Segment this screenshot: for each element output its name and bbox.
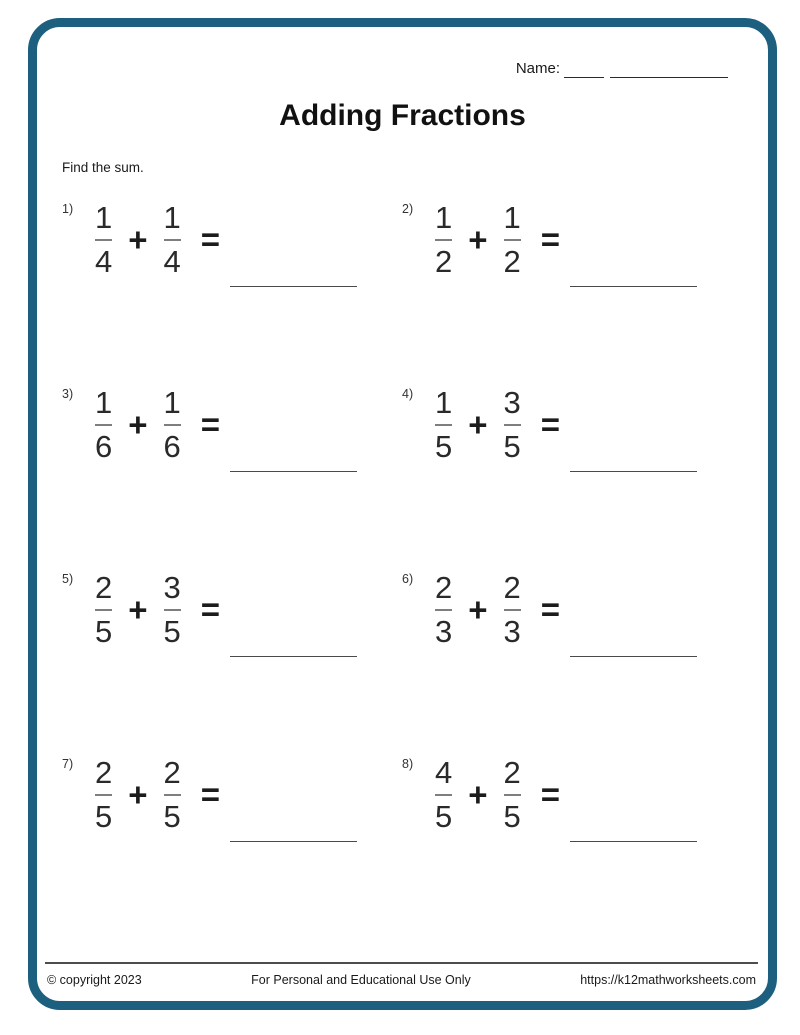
equals-sign: = <box>540 221 561 258</box>
answer-blank <box>570 286 697 287</box>
answer-blank <box>230 471 357 472</box>
problem-number: 4) <box>402 387 414 401</box>
numerator: 1 <box>95 385 113 420</box>
problems-grid <box>62 200 742 940</box>
numerator: 2 <box>163 755 181 790</box>
numerator: 2 <box>503 755 521 790</box>
fraction-second <box>157 200 188 280</box>
name-blank-line <box>610 61 728 78</box>
fraction-bar <box>164 794 181 796</box>
expression <box>428 385 697 465</box>
problem-number: 6) <box>402 572 414 586</box>
denominator: 2 <box>503 244 521 279</box>
denominator: 6 <box>163 429 181 464</box>
fraction-bar <box>95 609 112 611</box>
fraction-bar <box>504 239 521 241</box>
expression <box>88 200 357 280</box>
problem-4 <box>402 385 742 570</box>
numerator: 1 <box>163 200 181 235</box>
equals-sign: = <box>200 591 221 628</box>
numerator: 2 <box>503 570 521 605</box>
fraction-first <box>88 385 119 465</box>
numerator: 2 <box>435 570 453 605</box>
numerator: 1 <box>435 385 453 420</box>
fraction-bar <box>95 794 112 796</box>
problem-3 <box>62 385 402 570</box>
fraction-bar <box>164 424 181 426</box>
denominator: 2 <box>435 244 453 279</box>
fraction-second <box>157 755 188 835</box>
denominator: 5 <box>435 429 453 464</box>
name-label: Name: <box>515 60 560 77</box>
page-title: Adding Fractions <box>279 99 526 132</box>
problem-number: 3) <box>62 387 74 401</box>
name-field <box>516 60 728 78</box>
expression <box>428 570 697 650</box>
equals-sign: = <box>200 406 221 443</box>
fraction-second <box>157 570 188 650</box>
problem-number: 7) <box>62 757 74 771</box>
denominator: 5 <box>163 799 181 834</box>
fraction-bar <box>164 239 181 241</box>
equals-sign: = <box>540 406 561 443</box>
fraction-first <box>88 570 119 650</box>
numerator: 2 <box>95 570 113 605</box>
problem-number: 5) <box>62 572 74 586</box>
denominator: 3 <box>435 614 453 649</box>
copyright-text: © copyright 2023 <box>47 973 142 987</box>
denominator: 5 <box>503 799 521 834</box>
denominator: 5 <box>95 614 113 649</box>
denominator: 5 <box>503 429 521 464</box>
plus-sign: + <box>468 221 488 258</box>
answer-blank <box>230 656 357 657</box>
problem-7 <box>62 755 402 940</box>
numerator: 4 <box>435 755 453 790</box>
fraction-first <box>88 200 119 280</box>
fraction-second <box>157 385 188 465</box>
instruction-text: Find the sum. <box>62 160 144 175</box>
expression <box>428 200 697 280</box>
expression <box>88 755 357 835</box>
numerator: 3 <box>163 570 181 605</box>
problem-2 <box>402 200 742 385</box>
answer-blank <box>570 471 697 472</box>
plus-sign: + <box>468 591 488 628</box>
problem-6 <box>402 570 742 755</box>
plus-sign: + <box>468 776 488 813</box>
numerator: 1 <box>163 385 181 420</box>
footer <box>45 962 758 987</box>
denominator: 4 <box>163 244 181 279</box>
fraction-first <box>428 385 459 465</box>
problem-number: 8) <box>402 757 414 771</box>
footer-divider <box>45 962 758 964</box>
fraction-bar <box>504 424 521 426</box>
denominator: 4 <box>95 244 113 279</box>
denominator: 5 <box>95 799 113 834</box>
plus-sign: + <box>128 406 148 443</box>
expression <box>88 385 357 465</box>
denominator: 5 <box>163 614 181 649</box>
fraction-bar <box>435 239 452 241</box>
plus-sign: + <box>128 221 148 258</box>
fraction-bar <box>164 609 181 611</box>
name-blank-line <box>564 61 604 78</box>
denominator: 5 <box>435 799 453 834</box>
problem-1 <box>62 200 402 385</box>
answer-blank <box>570 656 697 657</box>
fraction-first <box>88 755 119 835</box>
fraction-bar <box>435 609 452 611</box>
fraction-second <box>497 570 528 650</box>
fraction-second <box>497 755 528 835</box>
equals-sign: = <box>540 591 561 628</box>
fraction-second <box>497 200 528 280</box>
fraction-bar <box>435 424 452 426</box>
expression <box>428 755 697 835</box>
plus-sign: + <box>128 776 148 813</box>
fraction-second <box>497 385 528 465</box>
answer-blank <box>230 841 357 842</box>
problem-5 <box>62 570 402 755</box>
problem-8 <box>402 755 742 940</box>
answer-blank <box>230 286 357 287</box>
usage-text: For Personal and Educational Use Only <box>251 973 471 987</box>
numerator: 1 <box>503 200 521 235</box>
fraction-first <box>428 200 459 280</box>
equals-sign: = <box>200 776 221 813</box>
fraction-bar <box>435 794 452 796</box>
expression <box>88 570 357 650</box>
plus-sign: + <box>128 591 148 628</box>
equals-sign: = <box>200 221 221 258</box>
fraction-bar <box>95 239 112 241</box>
denominator: 3 <box>503 614 521 649</box>
fraction-bar <box>95 424 112 426</box>
equals-sign: = <box>540 776 561 813</box>
website-url: https://k12mathworksheets.com <box>580 973 756 987</box>
numerator: 2 <box>95 755 113 790</box>
footer-text-row <box>45 973 758 987</box>
plus-sign: + <box>468 406 488 443</box>
fraction-first <box>428 570 459 650</box>
page-border-frame <box>28 18 777 1010</box>
problem-number: 2) <box>402 202 414 216</box>
numerator: 1 <box>95 200 113 235</box>
answer-blank <box>570 841 697 842</box>
numerator: 3 <box>503 385 521 420</box>
denominator: 6 <box>95 429 113 464</box>
problem-number: 1) <box>62 202 74 216</box>
numerator: 1 <box>435 200 453 235</box>
fraction-bar <box>504 609 521 611</box>
fraction-bar <box>504 794 521 796</box>
fraction-first <box>428 755 459 835</box>
